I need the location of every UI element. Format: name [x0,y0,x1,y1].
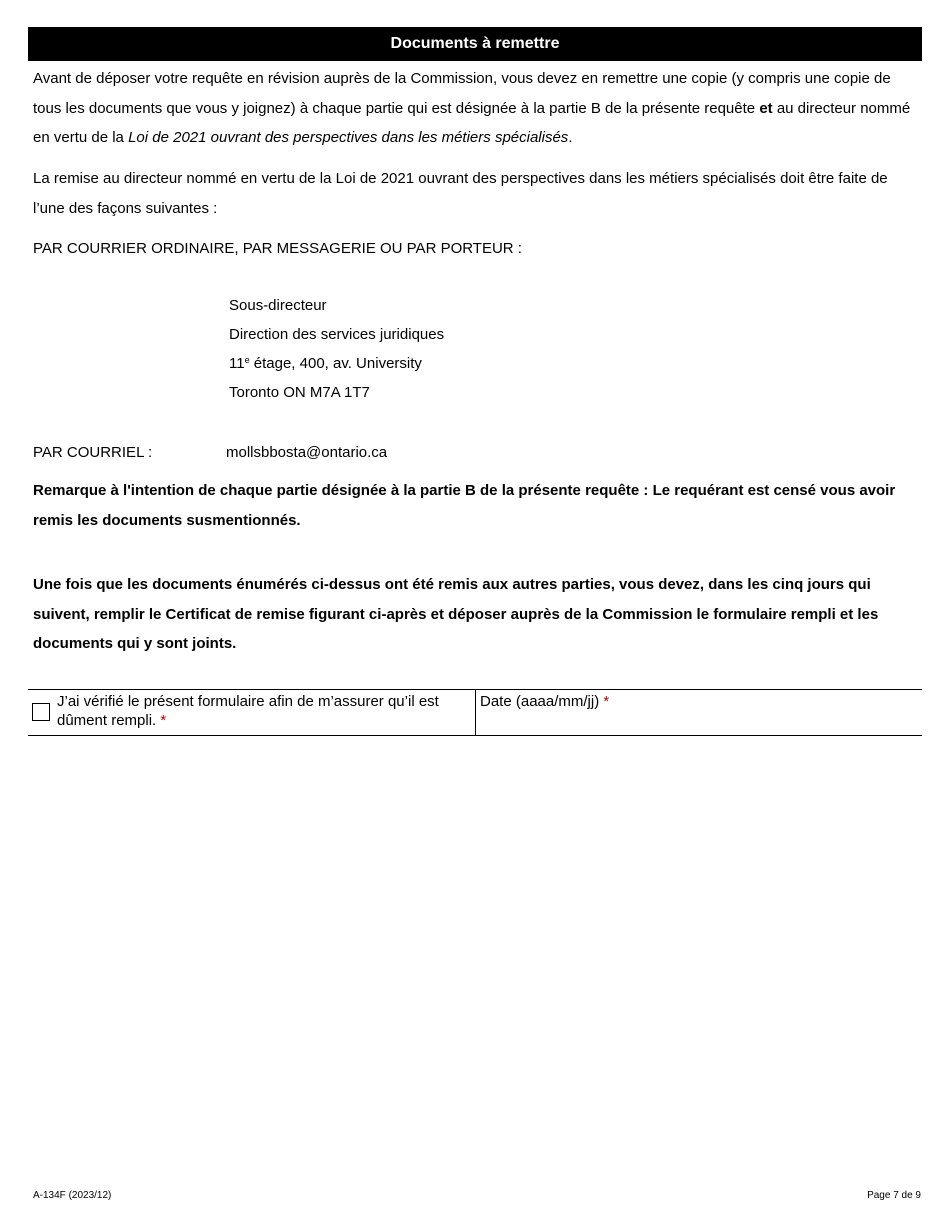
intro-paragraph [33,64,923,153]
mailing-address [229,291,444,407]
certificate-note: Une fois que les documents énumérés ci-dessus ont été remis aux autres parties, vous devez, dans les cinq jours qui suivent, remplir le Certificat de remise figurant ci-après et déposer auprès de la Commission le formulaire rempli et les documents qui y sont joints. [33,576,879,652]
address-line-2: Direction des services juridiques [229,326,445,343]
page-number: Page 7 de 9 [867,1190,921,1201]
date-label: Date (aaaa/mm/jj) * [480,693,610,710]
email-address: mollsbbosta@ontario.ca [226,444,388,461]
intro-bold: et [759,99,773,117]
intro-text-3: . [568,129,573,146]
methods-paragraph: La remise au directeur nommé en vertu de la Loi de 2021 ouvrant des perspectives dans les métiers spécialisés doit être faite de l’une des façons suivantes : [33,170,888,217]
law-title: Loi de 2021 ouvrant des perspectives dans les métiers spécialisés [128,129,569,146]
verification-label: J’ai vérifié le présent formulaire afin de m’assurer qu’il est dûment rempli. * [57,693,439,729]
verification-row [28,689,922,736]
email-label: PAR COURRIEL : [33,444,153,461]
intro-text-1: Avant de déposer votre requête en révision auprès de la Commission, vous devez en remettre une copie (y compris une copie de tous les documents que vous y joignez) à chaque partie qui est désignée à la partie B de la présente requête [33,70,891,117]
address-line-1: Sous-directeur [229,297,327,314]
required-mark: * [160,712,167,729]
mail-heading: PAR COURRIER ORDINAIRE, PAR MESSAGERIE OU PAR PORTEUR : [33,240,522,257]
section-title: Documents à remettre [390,35,560,52]
date-cell [476,690,922,735]
section-header [28,27,922,61]
verification-cell [28,690,476,735]
remark-note: Remarque à l'intention de chaque partie désignée à la partie B de la présente requête : Le requérant est censé vous avoir remis les documents susmentionnés. [33,482,896,529]
form-id: A-134F (2023/12) [33,1190,112,1201]
intro-text-2: au directeur nommé en vertu de la [33,99,911,146]
address-line-3: 11e étage, 400, av. University [229,355,422,372]
address-line-4: Toronto ON M7A 1T7 [229,384,370,401]
verification-checkbox[interactable] [32,703,50,721]
date-input[interactable] [476,712,922,735]
required-mark: * [603,693,610,710]
